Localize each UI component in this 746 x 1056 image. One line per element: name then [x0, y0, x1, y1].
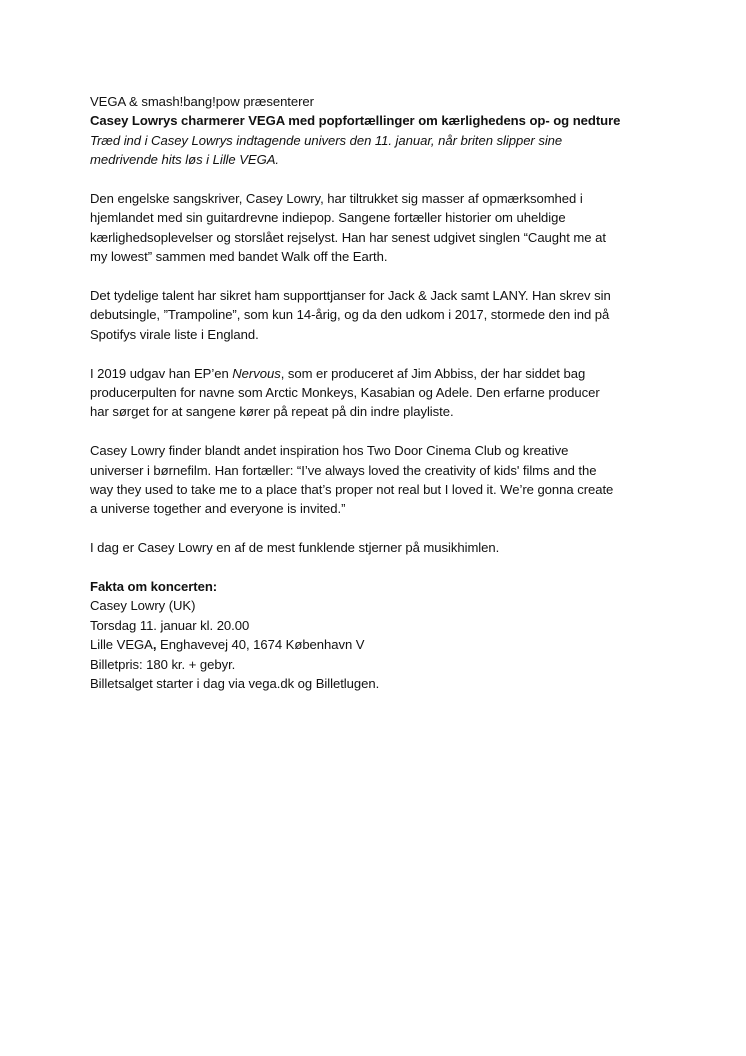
facts-block: [90, 577, 670, 693]
text-segment: I 2019 udgav han EP’en: [90, 365, 233, 381]
facts-date: Torsdag 11. januar kl. 20.00: [90, 617, 250, 633]
venue-comma: ,: [152, 637, 157, 653]
text-segment: , som er produceret af Jim Abbiss, der har siddet bag: [280, 365, 586, 381]
venue-name: Lille VEGA: [90, 637, 153, 653]
facts-ticket-sale: Billetsalget starter i dag via vega.dk og Billetlugen.: [90, 676, 380, 692]
facts-artist: Casey Lowry (UK): [90, 598, 196, 614]
paragraph-line: Casey Lowry finder blandt andet inspiration hos Two Door Cinema Club og kreative: [90, 443, 569, 459]
ep-title: Nervous: [232, 365, 281, 381]
presenter-line: VEGA & smash!bang!pow præsenterer: [90, 94, 314, 109]
paragraph-inspiration: [90, 441, 670, 519]
paragraph-talent: [90, 286, 670, 344]
venue-address: Enghavevej 40, 1674 København V: [156, 637, 365, 653]
press-release-document: [90, 92, 670, 694]
paragraph-intro: [90, 189, 670, 267]
paragraph-line: universer i børnefilm. Han fortæller: “I’ve always loved the creativity of kids' films and the: [90, 462, 597, 478]
header-block: [90, 92, 670, 170]
facts-price: Billetpris: 180 kr. + gebyr.: [90, 656, 236, 672]
paragraph-line: kærlighedsoplevelser og storslået rejselyst. Han har senest udgivet singlen “Caught me at: [90, 229, 606, 245]
facts-venue: [90, 635, 670, 654]
paragraph-ep: [90, 364, 670, 422]
paragraph-line: Den engelske sangskriver, Casey Lowry, har tiltrukket sig masser af opmærksomhed i: [90, 191, 583, 207]
paragraph-closing: [90, 538, 670, 557]
paragraph-line: Spotifys virale liste i England.: [90, 326, 259, 342]
facts-heading: Fakta om koncerten:: [90, 579, 218, 595]
paragraph-line: har sørget for at sangene kører på repeat på din indre playliste.: [90, 404, 454, 420]
headline: Casey Lowrys charmerer VEGA med popfortællinger om kærlighedens op- og nedture: [90, 113, 621, 129]
paragraph-line: Det tydelige talent har sikret ham supporttjanser for Jack & Jack samt LANY. Han skrev sin: [90, 288, 611, 304]
paragraph-line: my lowest” sammen med bandet Walk off the Earth.: [90, 249, 388, 265]
paragraph-line: hjemlandet med sin guitardrevne indiepop. Sangene fortæller historier om uheldige: [90, 210, 566, 226]
paragraph-line: debutsingle, ”Trampoline”, som kun 14-årig, og da den udkom i 2017, stormede den ind på: [90, 307, 610, 323]
paragraph-line: I dag er Casey Lowry en af de mest funklende stjerner på musikhimlen.: [90, 540, 500, 556]
paragraph-line: producerpulten for navne som Arctic Monkeys, Kasabian og Adele. Den erfarne producer: [90, 385, 600, 401]
paragraph-line: a universe together and everyone is invited.”: [90, 501, 346, 517]
paragraph-line: way they used to take me to a place that’s proper not real but I loved it. We’re gonna create: [90, 482, 614, 498]
subheadline-line-2: medrivende hits løs i Lille VEGA.: [90, 152, 280, 168]
paragraph-line: [90, 364, 670, 383]
subheadline-line-1: Træd ind i Casey Lowrys indtagende univers den 11. januar, når briten slipper sine: [90, 132, 563, 148]
